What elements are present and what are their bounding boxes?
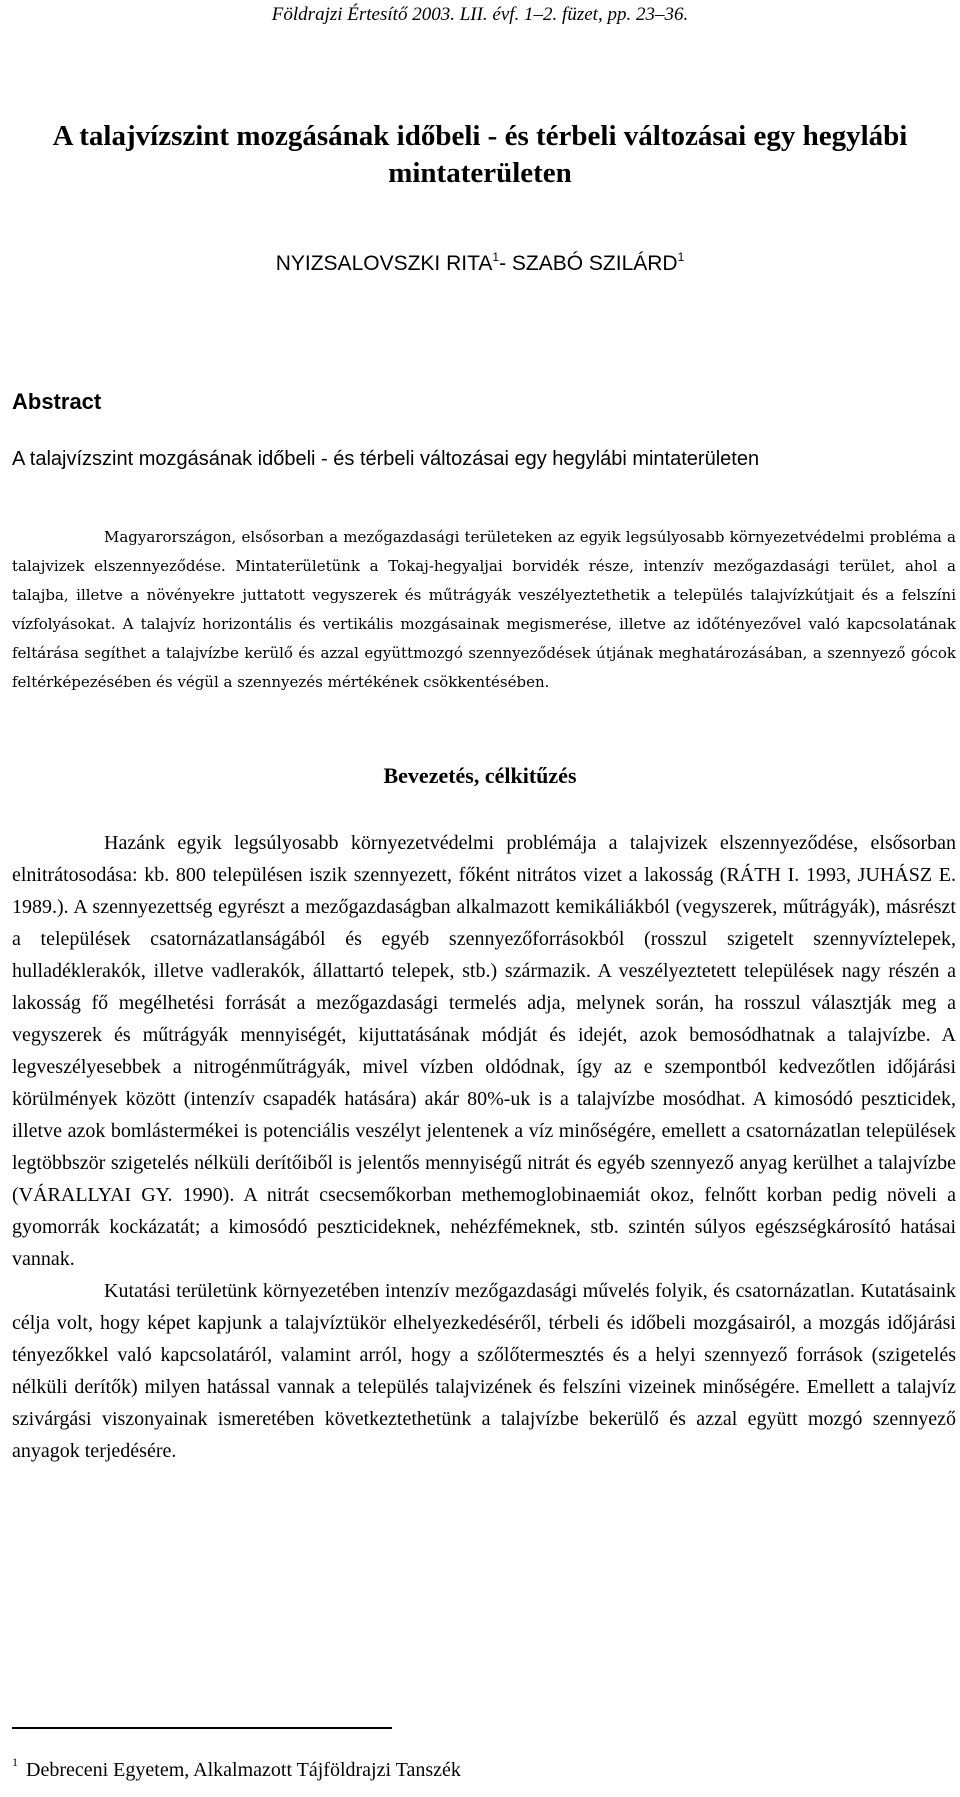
affiliation-marker: 1 bbox=[677, 250, 685, 264]
section-heading: Bevezetés, célkitűzés bbox=[383, 763, 577, 788]
author-line bbox=[0, 250, 960, 276]
footnote-marker: 1 bbox=[12, 1755, 18, 1769]
abstract-heading: Abstract bbox=[12, 389, 102, 414]
author-separator: - bbox=[499, 252, 512, 275]
abstract-text: Magyarországon, elsősorban a mezőgazdasági területeken az egyik legsúlyosabb környezetvédelmi probléma a talajvizek elszennyeződése. Mintaterületünk a Tokaj-hegyaljai borvidék része, intenzív mezőgazdasági terület, ahol a talajba, illetve a növényekre juttatott vegyszerek és műtrágyák veszélyeztethetik a település talajvízkútjait és a felszíni vízfolyásokat. A talajvíz horizontális és vertikális mozgásainak megismerése, illetve az időtényezővel való kapcsolatának feltárása segíthet a talajvízbe kerülő és azzal együttmozgó szennyeződések útjának meghatározásában, a szennyező gócok feltérképezésében és végül a szennyezés mértékének csökkentésében. bbox=[12, 528, 956, 691]
author-name: SZABÓ SZILÁRD bbox=[511, 252, 678, 275]
section-body bbox=[12, 827, 956, 1467]
journal-header: Földrajzi Értesítő 2003. LII. évf. 1–2. füzet, pp. 23–36. bbox=[271, 4, 689, 25]
abstract-title: A talajvízszint mozgásának időbeli - és térbeli változásai egy hegylábi mintaterületen bbox=[12, 448, 760, 470]
author-name: NYIZSALOVSZKI RITA bbox=[275, 252, 493, 275]
footnote bbox=[12, 1755, 461, 1782]
affiliation-marker: 1 bbox=[492, 250, 500, 264]
article-title: A talajvízszint mozgásának időbeli - és térbeli változásai egy hegylábi mintaterületen bbox=[52, 120, 908, 189]
footnote-rule bbox=[12, 1727, 392, 1729]
body-paragraph: Kutatási területünk környezetében intenzív mezőgazdasági művelés folyik, és csatornázatlan. Kutatásaink célja volt, hogy képet kapjunk a talajvíztükör elhelyezkedéséről, térbeli és időbeli mozgásairól, a mozgás időjárási tényezőkkel való kapcsolatáról, valamint arról, hogy a szőlőtermesztés és a helyi szennyező források (szigetelés nélküli derítők) milyen hatással vannak a település talajvizének és felszíni vizeinek minőségére. Emellett a talajvíz szivárgási viszonyainak ismeretében következtethetünk a talajvízbe bekerülő és azzal együtt mozgó szennyező anyagok terjedésére. bbox=[12, 1280, 956, 1462]
body-paragraph: Hazánk egyik legsúlyosabb környezetvédelmi problémája a talajvizek elszennyeződése, elsősorban elnitrátosodása: kb. 800 településen iszik szennyezett, főként nitrátos vizet a lakosság (RÁTH I. 1993, JUHÁSZ E. 1989.). A szennyezettség egyrészt a mezőgazdaságban alkalmazott kemikáliákból (vegyszerek, műtrágyák), másrészt a települések csatornázatlanságából és egyéb szennyezőforrásokból (rosszul szigetelt szennyvíztelepek, hulladéklerakók, illetve vadlerakók, állattartó telepek, stb.) származik. A veszélyeztetett települések nagy részén a lakosság fő megélhetési forrását a mezőgazdasági termelés adja, melynek során, ha rosszul választják meg a vegyszerek és műtrágyák mennyiségét, kijuttatásának módját és idejét, azok bemosódhatnak a talajvízbe. A legveszélyesebbek a nitrogénműtrágyák, mivel vízben oldódnak, így az e szempontból kedvezőtlen időjárási körülmények között (intenzív csapadék hatására) akár 80%-uk is a talajvízbe mosódhat. A kimosódó peszticidek, illetve azok bomlástermékei is potenciális veszélyt jelentenek a víz minőségére, emellett a csatornázatlan települések legtöbbször szigetelés nélküli derítőiből is jelentős mennyiségű nitrát és egyéb szennyező anyag kerülhet a talajvízbe (VÁRALLYAI GY. 1990). A nitrát csecsemőkorban methemoglobinaemiát okoz, felnőtt korban pedig növeli a gyomorrák kockázatát; a kimosódó peszticideknek, nehézfémeknek, stb. szintén súlyos egészségkárosító hatásai vannak. bbox=[12, 832, 956, 1270]
footnote-text: Debreceni Egyetem, Alkalmazott Tájföldrajzi Tanszék bbox=[26, 1759, 461, 1781]
